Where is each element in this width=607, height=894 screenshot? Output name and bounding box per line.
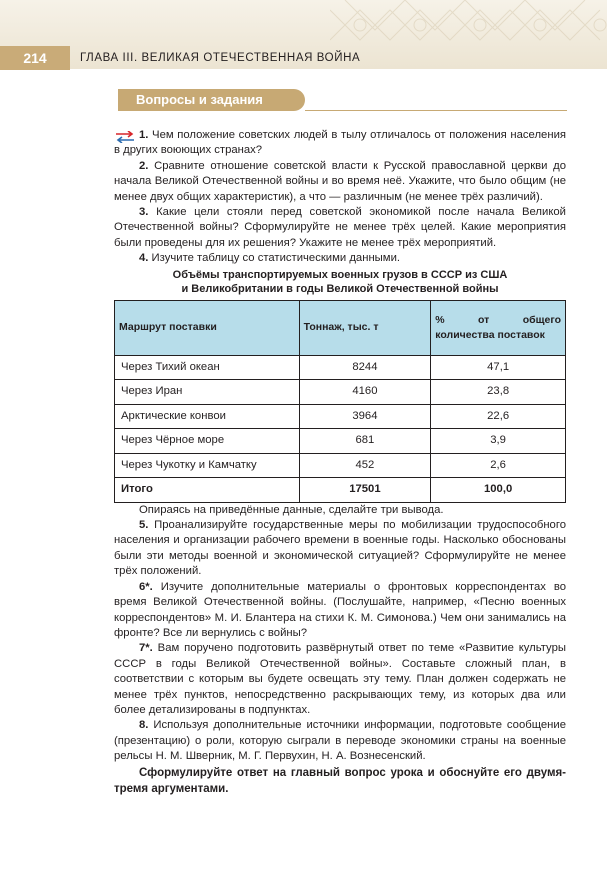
route-cell: Через Тихий океан bbox=[115, 355, 300, 380]
question-5 bbox=[114, 518, 566, 580]
route-cell: Через Чёрное море bbox=[115, 429, 300, 454]
total-percent-cell: 100,0 bbox=[431, 478, 566, 503]
question-7 bbox=[114, 641, 566, 718]
question-text: Чем положение советских людей в тылу отличалось от положения населения в других воюющих странах? bbox=[114, 129, 566, 157]
column-header: % от общего количества поставок bbox=[431, 300, 566, 355]
tonnage-cell: 4160 bbox=[299, 380, 431, 405]
tonnage-cell: 3964 bbox=[299, 404, 431, 429]
questions-content bbox=[114, 128, 566, 797]
table-task: Опираясь на приведённые данные, сделайте три вывода. bbox=[139, 503, 444, 516]
question-number: 3. bbox=[139, 206, 149, 219]
tonnage-cell: 452 bbox=[299, 453, 431, 478]
percent-cell: 47,1 bbox=[431, 355, 566, 380]
statistics-table bbox=[114, 300, 566, 503]
question-text: Какие цели стояли перед советской экономикой после начала Великой Отечественной войны? Сформулируйте не менее трёх целей. Какие мероприятия были проведены для их решения? Укажите не менее трёх мероприятий. bbox=[114, 206, 566, 249]
question-4 bbox=[114, 251, 566, 266]
tonnage-cell: 681 bbox=[299, 429, 431, 454]
section-title: Вопросы и задания bbox=[118, 89, 305, 111]
final-task: Сформулируйте ответ на главный вопрос урока и обоснуйте его двумя-тремя аргументами. bbox=[114, 766, 566, 795]
question-number: 7*. bbox=[139, 642, 153, 655]
page-header bbox=[0, 0, 607, 69]
ornament-pattern bbox=[330, 0, 607, 69]
table-row bbox=[115, 429, 566, 454]
total-label-cell: Итого bbox=[115, 478, 300, 503]
comparison-arrows-icon bbox=[114, 131, 136, 143]
percent-cell: 22,6 bbox=[431, 404, 566, 429]
question-text: Используя дополнительные источники информации, подготовьте сообщение (презентацию) о роли, которую сыграли в переводе экономики страны на военные рельсы Н. М. Шверник, М. Г. Первухин, Н. А. Вознесенский. bbox=[114, 719, 566, 763]
question-text: Сравните отношение советской власти к Русской православной церкви до начала Великой Отечественной войны и во время неё. Укажите, что было общим (не менее двух общих характеристик), а что — различным (не менее трёх различий). bbox=[114, 159, 566, 203]
question-2 bbox=[114, 159, 566, 205]
table-title-line: и Великобритании в годы Великой Отечественной войны bbox=[181, 282, 499, 295]
table-row bbox=[115, 355, 566, 380]
percent-cell: 3,9 bbox=[431, 429, 566, 454]
route-cell: Арктические конвои bbox=[115, 404, 300, 429]
question-6 bbox=[114, 580, 566, 642]
chapter-title: ГЛАВА III. ВЕЛИКАЯ ОТЕЧЕСТВЕННАЯ ВОЙНА bbox=[80, 52, 361, 64]
question-text: Изучите таблицу со статистическими данными. bbox=[148, 252, 401, 265]
question-text: Вам поручено подготовить развёрнутый ответ по теме «Развитие культуры СССР в годы Великой Отечественной войны». Составьте сложный план, в соответствии с которым вы будете освещать эту тему. План должен содержать не менее трёх пунктов, непосредственно раскрывающих тему, из которых два или более детализированы в подпунктах. bbox=[114, 642, 566, 716]
percent-cell: 2,6 bbox=[431, 453, 566, 478]
total-tonnage-cell: 17501 bbox=[299, 478, 431, 503]
question-number: 8. bbox=[139, 719, 149, 732]
question-1 bbox=[114, 128, 566, 159]
table-row bbox=[115, 453, 566, 478]
table-title-line: Объёмы транспортируемых военных грузов в СССР из США bbox=[172, 268, 508, 281]
page-number: 214 bbox=[0, 46, 70, 70]
question-number: 1. bbox=[139, 129, 149, 141]
question-number: 2. bbox=[139, 159, 149, 172]
table-row bbox=[115, 404, 566, 429]
question-number: 6*. bbox=[139, 580, 153, 593]
section-divider bbox=[305, 110, 567, 111]
table-row bbox=[115, 380, 566, 405]
route-cell: Через Иран bbox=[115, 380, 300, 405]
question-number: 5. bbox=[139, 519, 149, 532]
table-total-row bbox=[115, 478, 566, 503]
table-header-row bbox=[115, 300, 566, 355]
column-header: Тоннаж, тыс. т bbox=[299, 300, 431, 355]
question-8 bbox=[114, 718, 566, 764]
route-cell: Через Чукотку и Камчатку bbox=[115, 453, 300, 478]
question-3 bbox=[114, 205, 566, 251]
tonnage-cell: 8244 bbox=[299, 355, 431, 380]
percent-cell: 23,8 bbox=[431, 380, 566, 405]
column-header: Маршрут поставки bbox=[115, 300, 300, 355]
question-text: Изучите дополнительные материалы о фронтовых корреспондентах во время Великой Отечественной войны. (Послушайте, например, «Песню военных корреспондентов» М. И. Блантера на стихи К. М. Симонова.) Чем они занимались на фронте? Все ли вернулись с войны? bbox=[114, 580, 566, 639]
table-title bbox=[114, 268, 566, 296]
question-number: 4. bbox=[139, 252, 149, 265]
question-text: Проанализируйте государственные меры по мобилизации трудоспособного населения и организации рабочего времени в военные годы. Насколько обоснованы были эти методы военной и экономической ситуацией? Сформулируйте не менее трёх положений. bbox=[114, 519, 566, 578]
